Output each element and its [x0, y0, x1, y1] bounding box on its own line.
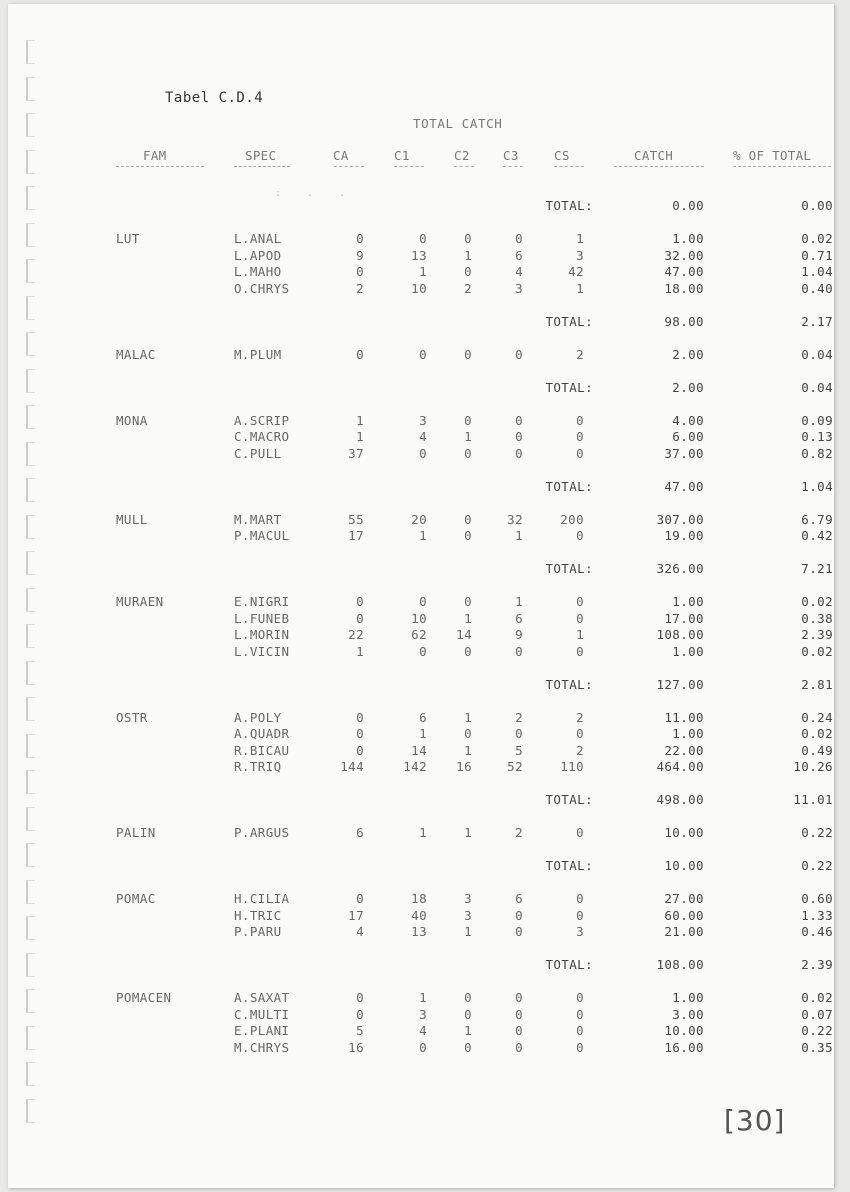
- count-ca: 17: [348, 528, 364, 543]
- count-cs: 2: [576, 742, 584, 758]
- count-cs: 3: [576, 924, 584, 939]
- count-cs: 0: [576, 594, 584, 609]
- count-cs: 0: [576, 1006, 584, 1022]
- species-code: L.MAHO: [234, 264, 282, 279]
- count-cs: 0: [576, 891, 584, 906]
- count-c3: 32: [507, 511, 523, 527]
- count-c1: 18: [411, 891, 427, 906]
- hole-mark: [26, 807, 35, 831]
- count-c1: 0: [419, 445, 427, 461]
- species-code: R.TRIQ: [234, 759, 282, 774]
- document-title: Tabel C.D.4: [165, 90, 264, 106]
- count-c3: 0: [515, 346, 523, 362]
- count-ca: 37: [348, 445, 364, 461]
- total-percent: 0.22: [801, 858, 833, 873]
- count-c2: 0: [464, 346, 472, 362]
- catch-value: 1.00: [672, 643, 704, 659]
- total-label: TOTAL:: [545, 957, 593, 972]
- species-code: P.MACUL: [234, 528, 290, 543]
- count-c1: 4: [419, 1023, 427, 1038]
- hole-mark: [26, 843, 35, 867]
- header-underline: [116, 166, 204, 167]
- count-cs: 3: [576, 247, 584, 263]
- hole-mark: [26, 734, 35, 758]
- faint-marks: : . .: [275, 188, 356, 199]
- header-underline: [334, 166, 364, 167]
- count-c1: 10: [411, 610, 427, 626]
- species-code: A.QUADR: [234, 726, 290, 741]
- count-c2: 1: [464, 825, 472, 840]
- percent-of-total: 0.24: [801, 709, 833, 725]
- count-c2: 0: [464, 412, 472, 428]
- total-catch: 10.00: [664, 858, 704, 873]
- count-cs: 0: [576, 412, 584, 428]
- family-name: MULL: [116, 511, 148, 527]
- count-c1: 1: [419, 726, 427, 741]
- percent-of-total: 0.09: [801, 412, 833, 428]
- count-c3: 0: [515, 726, 523, 741]
- count-c1: 3: [419, 412, 427, 428]
- count-c3: 0: [515, 445, 523, 461]
- count-ca: 0: [356, 990, 364, 1005]
- total-label: TOTAL:: [545, 313, 593, 329]
- header-c3: C3: [503, 148, 519, 163]
- count-cs: 0: [576, 445, 584, 461]
- count-c2: 1: [464, 247, 472, 263]
- count-c3: 6: [515, 891, 523, 906]
- header-underline: [503, 166, 523, 167]
- count-c1: 62: [411, 627, 427, 642]
- count-ca: 4: [356, 924, 364, 939]
- count-c1: 4: [419, 429, 427, 444]
- count-cs: 2: [576, 346, 584, 362]
- catch-value: 1.00: [672, 990, 704, 1005]
- catch-value: 3.00: [672, 1006, 704, 1022]
- hole-mark: [26, 478, 35, 502]
- percent-of-total: 0.60: [801, 891, 833, 906]
- binding-hole-marks: [26, 40, 46, 1160]
- count-c3: 0: [515, 231, 523, 246]
- total-percent: 0.00: [801, 198, 833, 213]
- header-c2: C2: [454, 148, 470, 163]
- count-c2: 0: [464, 231, 472, 246]
- count-cs: 0: [576, 1023, 584, 1038]
- percent-of-total: 0.22: [801, 825, 833, 840]
- count-cs: 1: [576, 231, 584, 246]
- percent-of-total: 0.71: [801, 247, 833, 263]
- species-code: E.PLANI: [234, 1023, 290, 1038]
- family-name: MALAC: [116, 346, 156, 362]
- total-label: TOTAL:: [545, 858, 593, 873]
- count-c3: 5: [515, 742, 523, 758]
- count-c1: 1: [419, 825, 427, 840]
- count-c3: 1: [515, 528, 523, 543]
- species-code: O.CHRYS: [234, 280, 290, 296]
- hole-mark: [26, 332, 35, 356]
- percent-of-total: 1.04: [801, 264, 833, 279]
- count-c3: 6: [515, 247, 523, 263]
- count-ca: 144: [340, 759, 364, 774]
- total-label: TOTAL:: [545, 379, 593, 395]
- total-catch: 47.00: [664, 478, 704, 494]
- species-code: L.ANAL: [234, 231, 282, 246]
- species-code: L.VICIN: [234, 643, 290, 659]
- hole-mark: [26, 661, 35, 685]
- percent-of-total: 0.02: [801, 990, 833, 1005]
- count-c3: 52: [507, 759, 523, 774]
- total-percent: 2.39: [801, 957, 833, 972]
- percent-of-total: 0.04: [801, 346, 833, 362]
- species-code: L.MORIN: [234, 627, 290, 642]
- catch-value: 2.00: [672, 346, 704, 362]
- percent-of-total: 0.02: [801, 643, 833, 659]
- count-c1: 1: [419, 528, 427, 543]
- count-c1: 20: [411, 511, 427, 527]
- count-ca: 9: [356, 247, 364, 263]
- count-cs: 0: [576, 726, 584, 741]
- count-c1: 0: [419, 643, 427, 659]
- header-fam: FAM: [143, 148, 167, 163]
- header-spec: SPEC: [245, 148, 277, 163]
- percent-of-total: 0.13: [801, 429, 833, 444]
- catch-value: 6.00: [672, 429, 704, 444]
- count-c1: 10: [411, 280, 427, 296]
- catch-value: 18.00: [664, 280, 704, 296]
- count-cs: 0: [576, 429, 584, 444]
- count-c1: 1: [419, 264, 427, 279]
- catch-value: 4.00: [672, 412, 704, 428]
- count-ca: 22: [348, 627, 364, 642]
- total-percent: 1.04: [801, 478, 833, 494]
- count-c2: 0: [464, 445, 472, 461]
- count-c1: 1: [419, 990, 427, 1005]
- count-c1: 14: [411, 742, 427, 758]
- percent-of-total: 0.42: [801, 528, 833, 543]
- count-c3: 0: [515, 924, 523, 939]
- header-ca: CA: [333, 148, 349, 163]
- hole-mark: [26, 989, 35, 1013]
- family-name: POMAC: [116, 891, 156, 906]
- count-ca: 16: [348, 1039, 364, 1055]
- count-ca: 2: [356, 280, 364, 296]
- species-code: H.TRIC: [234, 907, 282, 923]
- count-c3: 0: [515, 429, 523, 444]
- count-c1: 13: [411, 247, 427, 263]
- count-c3: 2: [515, 709, 523, 725]
- hole-mark: [26, 405, 35, 429]
- catch-value: 37.00: [664, 445, 704, 461]
- count-cs: 1: [576, 280, 584, 296]
- count-c2: 1: [464, 610, 472, 626]
- catch-value: 1.00: [672, 231, 704, 246]
- family-name: POMACEN: [116, 990, 172, 1005]
- count-ca: 17: [348, 907, 364, 923]
- header-underline: [394, 166, 424, 167]
- count-c2: 0: [464, 643, 472, 659]
- hole-mark: [26, 77, 35, 101]
- total-catch: 326.00: [656, 561, 704, 576]
- percent-of-total: 0.02: [801, 726, 833, 741]
- hole-mark: [26, 186, 35, 210]
- species-code: M.MART: [234, 511, 282, 527]
- count-c1: 6: [419, 709, 427, 725]
- count-cs: 0: [576, 528, 584, 543]
- count-c3: 0: [515, 1006, 523, 1022]
- count-c3: 0: [515, 990, 523, 1005]
- species-code: R.BICAU: [234, 742, 290, 758]
- count-ca: 0: [356, 891, 364, 906]
- catch-value: 11.00: [664, 709, 704, 725]
- percent-of-total: 0.38: [801, 610, 833, 626]
- total-catch: 127.00: [656, 676, 704, 692]
- count-c1: 0: [419, 231, 427, 246]
- count-ca: 0: [356, 264, 364, 279]
- total-label: TOTAL:: [545, 478, 593, 494]
- hole-mark: [26, 150, 35, 174]
- count-cs: 0: [576, 1039, 584, 1055]
- species-code: P.PARU: [234, 924, 282, 939]
- family-name: OSTR: [116, 709, 148, 725]
- catch-value: 1.00: [672, 594, 704, 609]
- total-catch: 2.00: [672, 379, 704, 395]
- count-c3: 0: [515, 412, 523, 428]
- total-label: TOTAL:: [545, 198, 593, 213]
- count-cs: 0: [576, 643, 584, 659]
- percent-of-total: 0.22: [801, 1023, 833, 1038]
- count-c2: 16: [456, 759, 472, 774]
- percent-of-total: 0.35: [801, 1039, 833, 1055]
- count-c1: 13: [411, 924, 427, 939]
- header-underline: [234, 166, 290, 167]
- table-title: TOTAL CATCH: [413, 116, 503, 131]
- species-code: M.PLUM: [234, 346, 282, 362]
- hole-mark: [26, 40, 35, 64]
- catch-value: 19.00: [664, 528, 704, 543]
- percent-of-total: 2.39: [801, 627, 833, 642]
- count-c1: 3: [419, 1006, 427, 1022]
- hole-mark: [26, 296, 35, 320]
- count-ca: 0: [356, 709, 364, 725]
- hole-mark: [26, 697, 35, 721]
- total-label: TOTAL:: [545, 676, 593, 692]
- count-c2: 0: [464, 1039, 472, 1055]
- count-ca: 0: [356, 346, 364, 362]
- percent-of-total: 6.79: [801, 511, 833, 527]
- catch-value: 17.00: [664, 610, 704, 626]
- count-ca: 0: [356, 594, 364, 609]
- count-c3: 0: [515, 1023, 523, 1038]
- count-cs: 1: [576, 627, 584, 642]
- catch-value: 10.00: [664, 1023, 704, 1038]
- count-ca: 0: [356, 610, 364, 626]
- header-cs: CS: [554, 148, 570, 163]
- species-code: L.FUNEB: [234, 610, 290, 626]
- count-cs: 2: [576, 709, 584, 725]
- count-c1: 142: [403, 759, 427, 774]
- count-ca: 1: [356, 643, 364, 659]
- total-catch: 0.00: [672, 198, 704, 213]
- hole-mark: [26, 1062, 35, 1086]
- count-ca: 55: [348, 511, 364, 527]
- count-cs: 42: [568, 264, 584, 279]
- count-c2: 0: [464, 511, 472, 527]
- catch-value: 10.00: [664, 825, 704, 840]
- count-c2: 3: [464, 891, 472, 906]
- catch-value: 464.00: [656, 759, 704, 774]
- percent-of-total: 10.26: [793, 759, 833, 774]
- count-c3: 0: [515, 643, 523, 659]
- percent-of-total: 0.82: [801, 445, 833, 461]
- percent-of-total: 0.02: [801, 231, 833, 246]
- count-c2: 2: [464, 280, 472, 296]
- total-percent: 2.17: [801, 313, 833, 329]
- count-c2: 0: [464, 594, 472, 609]
- count-cs: 0: [576, 610, 584, 626]
- count-c1: 40: [411, 907, 427, 923]
- count-ca: 1: [356, 429, 364, 444]
- catch-value: 60.00: [664, 907, 704, 923]
- species-code: H.CILIA: [234, 891, 290, 906]
- catch-value: 27.00: [664, 891, 704, 906]
- header-underline: [733, 166, 831, 167]
- catch-value: 21.00: [664, 924, 704, 939]
- count-c2: 1: [464, 924, 472, 939]
- count-c3: 3: [515, 280, 523, 296]
- count-ca: 5: [356, 1023, 364, 1038]
- count-c2: 3: [464, 907, 472, 923]
- count-ca: 0: [356, 726, 364, 741]
- total-catch: 498.00: [656, 792, 704, 807]
- count-c2: 14: [456, 627, 472, 642]
- count-cs: 110: [560, 759, 584, 774]
- hole-mark: [26, 770, 35, 794]
- percent-of-total: 0.49: [801, 742, 833, 758]
- count-c3: 2: [515, 825, 523, 840]
- hole-mark: [26, 442, 35, 466]
- count-c1: 0: [419, 346, 427, 362]
- count-c2: 0: [464, 726, 472, 741]
- species-code: L.APOD: [234, 247, 282, 263]
- catch-value: 47.00: [664, 264, 704, 279]
- family-name: MURAEN: [116, 594, 164, 609]
- count-c3: 0: [515, 907, 523, 923]
- hole-mark: [26, 953, 35, 977]
- species-code: A.SCRIP: [234, 412, 290, 428]
- catch-value: 1.00: [672, 726, 704, 741]
- total-percent: 0.04: [801, 379, 833, 395]
- hole-mark: [26, 259, 35, 283]
- count-c2: 0: [464, 264, 472, 279]
- count-c2: 0: [464, 990, 472, 1005]
- count-cs: 0: [576, 825, 584, 840]
- total-label: TOTAL:: [545, 792, 593, 807]
- species-code: P.ARGUS: [234, 825, 290, 840]
- count-c3: 9: [515, 627, 523, 642]
- hole-mark: [26, 223, 35, 247]
- handwritten-page-number: [30]: [724, 1104, 786, 1137]
- count-c2: 0: [464, 528, 472, 543]
- hole-mark: [26, 551, 35, 575]
- header-underline: [614, 166, 704, 167]
- total-label: TOTAL:: [545, 561, 593, 576]
- total-catch: 108.00: [656, 957, 704, 972]
- family-name: MONA: [116, 412, 148, 428]
- hole-mark: [26, 113, 35, 137]
- header-c1: C1: [394, 148, 410, 163]
- species-code: M.CHRYS: [234, 1039, 290, 1055]
- count-c1: 0: [419, 594, 427, 609]
- header-underline: [454, 166, 474, 167]
- count-ca: 0: [356, 231, 364, 246]
- catch-value: 22.00: [664, 742, 704, 758]
- count-c2: 1: [464, 709, 472, 725]
- total-catch: 98.00: [664, 313, 704, 329]
- count-cs: 200: [560, 511, 584, 527]
- hole-mark: [26, 880, 35, 904]
- species-code: C.PULL: [234, 445, 282, 461]
- total-percent: 2.81: [801, 676, 833, 692]
- catch-value: 16.00: [664, 1039, 704, 1055]
- hole-mark: [26, 916, 35, 940]
- count-c2: 1: [464, 429, 472, 444]
- species-code: A.POLY: [234, 709, 282, 725]
- percent-of-total: 1.33: [801, 907, 833, 923]
- count-c1: 0: [419, 1039, 427, 1055]
- count-c3: 4: [515, 264, 523, 279]
- hole-mark: [26, 624, 35, 648]
- percent-of-total: 0.07: [801, 1006, 833, 1022]
- total-percent: 7.21: [801, 561, 833, 576]
- hole-mark: [26, 588, 35, 612]
- count-cs: 0: [576, 907, 584, 923]
- count-c3: 1: [515, 594, 523, 609]
- family-name: PALIN: [116, 825, 156, 840]
- percent-of-total: 0.40: [801, 280, 833, 296]
- count-ca: 0: [356, 742, 364, 758]
- total-percent: 11.01: [793, 792, 833, 807]
- count-c2: 1: [464, 742, 472, 758]
- count-c3: 6: [515, 610, 523, 626]
- catch-value: 108.00: [656, 627, 704, 642]
- family-name: LUT: [116, 231, 140, 246]
- percent-of-total: 0.46: [801, 924, 833, 939]
- hole-mark: [26, 1026, 35, 1050]
- count-cs: 0: [576, 990, 584, 1005]
- count-c2: 1: [464, 1023, 472, 1038]
- count-ca: 6: [356, 825, 364, 840]
- catch-value: 307.00: [656, 511, 704, 527]
- count-c2: 0: [464, 1006, 472, 1022]
- species-code: A.SAXAT: [234, 990, 290, 1005]
- species-code: C.MULTI: [234, 1006, 290, 1022]
- percent-of-total: 0.02: [801, 594, 833, 609]
- species-code: E.NIGRI: [234, 594, 290, 609]
- catch-value: 32.00: [664, 247, 704, 263]
- header-catch: CATCH: [634, 148, 674, 163]
- header-underline: [554, 166, 584, 167]
- count-c3: 0: [515, 1039, 523, 1055]
- species-code: C.MACRO: [234, 429, 290, 444]
- count-ca: 1: [356, 412, 364, 428]
- hole-mark: [26, 369, 35, 393]
- header-pct-of-total: % OF TOTAL: [733, 148, 812, 163]
- hole-mark: [26, 1099, 35, 1123]
- hole-mark: [26, 515, 35, 539]
- count-ca: 0: [356, 1006, 364, 1022]
